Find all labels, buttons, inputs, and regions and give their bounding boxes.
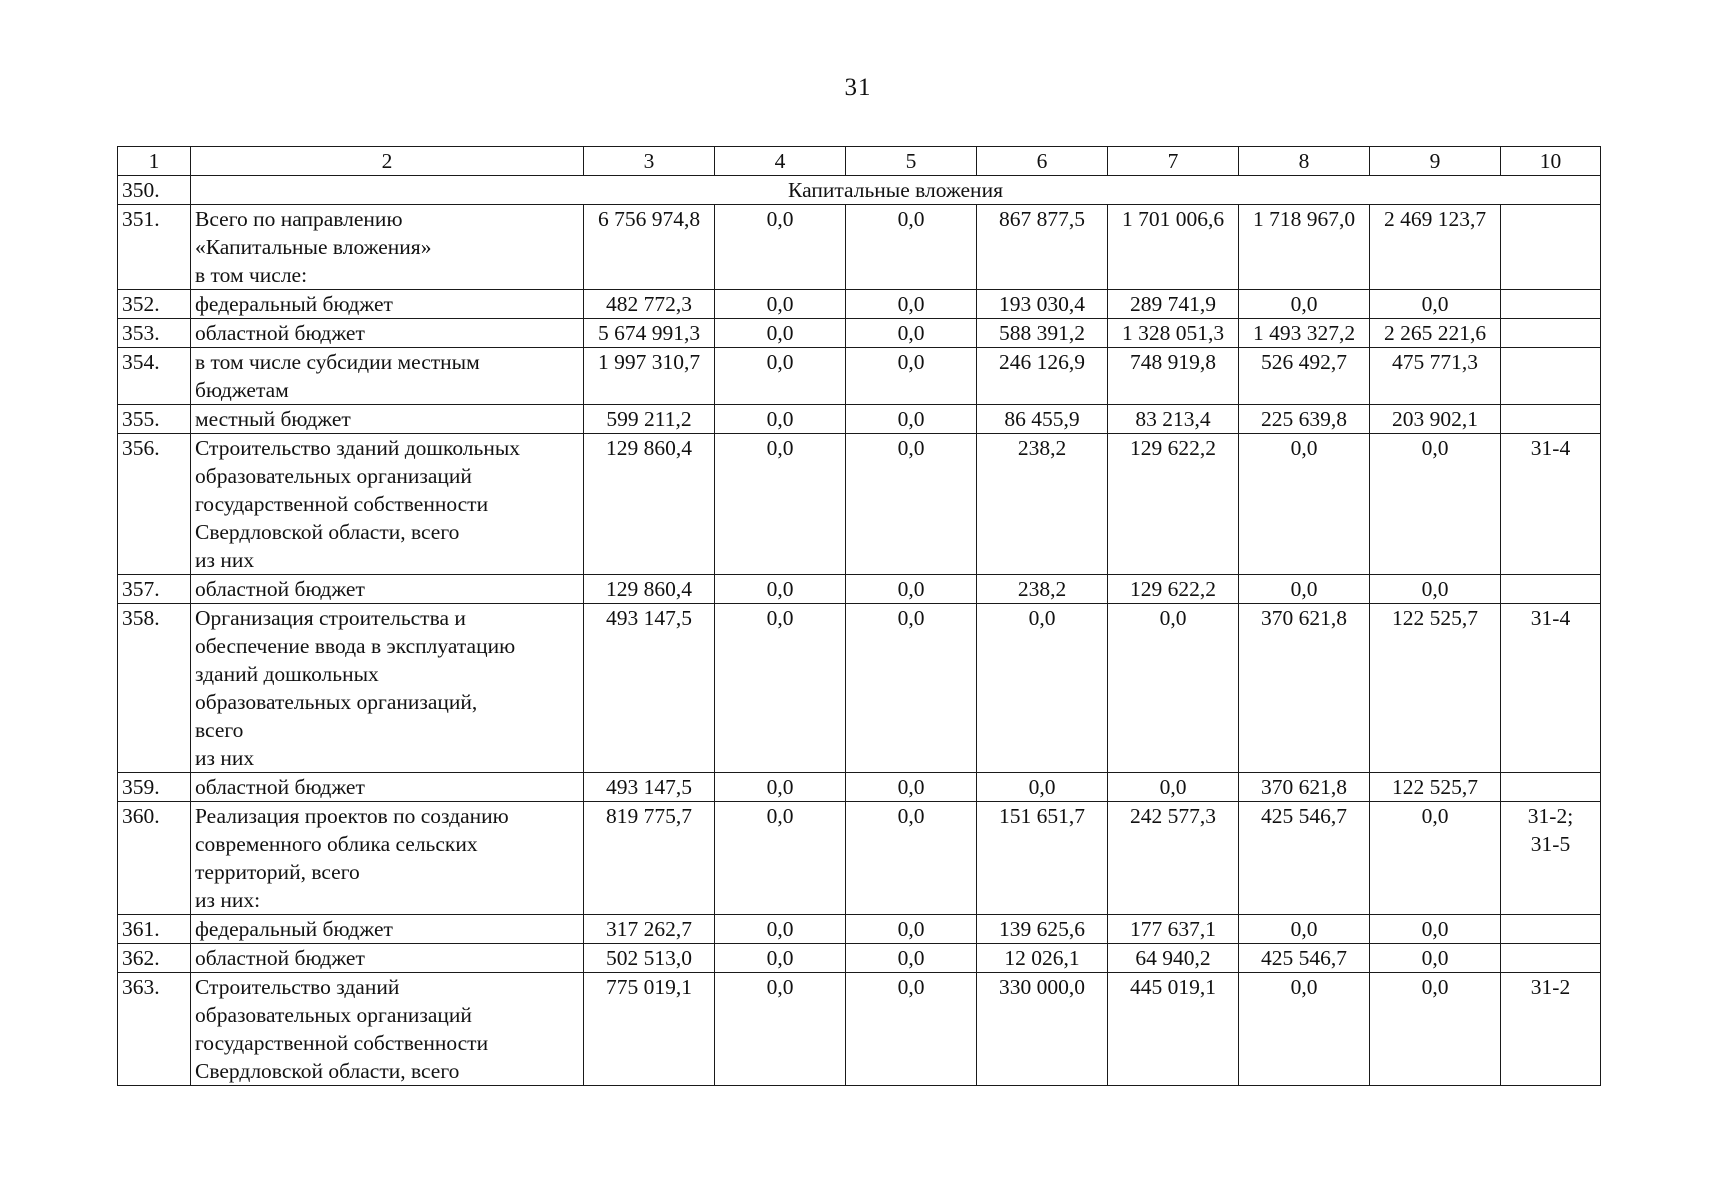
value-cell: 0,0: [846, 773, 977, 802]
row-name-line: из них:: [195, 888, 261, 912]
row-name: [191, 915, 584, 944]
target-code: [1501, 915, 1601, 944]
column-header: 9: [1370, 147, 1501, 176]
value-cell: 0,0: [1108, 773, 1239, 802]
table-row: [118, 290, 1601, 319]
value-cell: 370 621,8: [1239, 773, 1370, 802]
row-name-line: государственной собственности: [195, 492, 489, 516]
value-cell: 64 940,2: [1108, 944, 1239, 973]
value-cell: 2 265 221,6: [1370, 319, 1501, 348]
row-name: [191, 944, 584, 973]
row-name-line: Реализация проектов по созданию: [195, 804, 509, 828]
value-cell: 6 756 974,8: [584, 205, 715, 290]
target-code: [1501, 405, 1601, 434]
value-cell: 445 019,1: [1108, 973, 1239, 1086]
row-name-line: из них: [195, 746, 255, 770]
row-name: [191, 604, 584, 773]
row-name: [191, 290, 584, 319]
row-name-line: современного облика сельских: [195, 832, 478, 856]
value-cell: 0,0: [846, 205, 977, 290]
row-number: 355.: [118, 405, 191, 434]
value-cell: 238,2: [977, 575, 1108, 604]
table-row: [118, 973, 1601, 1086]
row-name: [191, 575, 584, 604]
value-cell: 0,0: [846, 973, 977, 1086]
value-cell: 246 126,9: [977, 348, 1108, 405]
value-cell: 129 860,4: [584, 434, 715, 575]
target-code: [1501, 205, 1601, 290]
value-cell: 819 775,7: [584, 802, 715, 915]
value-cell: 139 625,6: [977, 915, 1108, 944]
row-name-line: Строительство зданий: [195, 975, 400, 999]
value-cell: 588 391,2: [977, 319, 1108, 348]
row-name: [191, 973, 584, 1086]
value-cell: 0,0: [715, 575, 846, 604]
table-row: [118, 604, 1601, 773]
row-name-line: Всего по направлению: [195, 207, 403, 231]
value-cell: 225 639,8: [1239, 405, 1370, 434]
row-number: 350.: [118, 176, 191, 205]
table-row: [118, 405, 1601, 434]
value-cell: 1 718 967,0: [1239, 205, 1370, 290]
value-cell: 0,0: [846, 434, 977, 575]
value-cell: 0,0: [715, 604, 846, 773]
target-code: [1501, 773, 1601, 802]
table-row: [118, 575, 1601, 604]
value-cell: 0,0: [846, 802, 977, 915]
value-cell: 0,0: [1108, 604, 1239, 773]
value-cell: 0,0: [1239, 575, 1370, 604]
row-name-line: Организация строительства и: [195, 606, 466, 630]
value-cell: 242 577,3: [1108, 802, 1239, 915]
table-row: [118, 348, 1601, 405]
column-header: 1: [118, 147, 191, 176]
row-name-line: государственной собственности: [195, 1031, 489, 1055]
row-number: 358.: [118, 604, 191, 773]
header-row: [118, 147, 1601, 176]
value-cell: 0,0: [1239, 290, 1370, 319]
value-cell: 0,0: [1370, 973, 1501, 1086]
row-number: 356.: [118, 434, 191, 575]
target-code: [1501, 434, 1601, 575]
target-code: [1501, 290, 1601, 319]
table-body: [118, 205, 1601, 1086]
value-cell: 0,0: [715, 405, 846, 434]
budget-table: [117, 146, 1601, 1086]
row-name-line: федеральный бюджет: [195, 292, 393, 316]
row-name: [191, 405, 584, 434]
value-cell: 1 997 310,7: [584, 348, 715, 405]
row-name-line: бюджетам: [195, 378, 289, 402]
value-cell: 0,0: [1370, 434, 1501, 575]
column-header: 5: [846, 147, 977, 176]
row-number: 354.: [118, 348, 191, 405]
table-row: [118, 319, 1601, 348]
value-cell: 0,0: [1239, 434, 1370, 575]
value-cell: 289 741,9: [1108, 290, 1239, 319]
value-cell: 867 877,5: [977, 205, 1108, 290]
row-name: [191, 773, 584, 802]
row-name-line: местный бюджет: [195, 407, 351, 431]
value-cell: 0,0: [715, 944, 846, 973]
value-cell: 238,2: [977, 434, 1108, 575]
value-cell: 1 701 006,6: [1108, 205, 1239, 290]
value-cell: 122 525,7: [1370, 604, 1501, 773]
value-cell: 2 469 123,7: [1370, 205, 1501, 290]
row-number: 363.: [118, 973, 191, 1086]
target-code: [1501, 348, 1601, 405]
target-code-line: 31-4: [1530, 606, 1571, 630]
target-code: [1501, 319, 1601, 348]
value-cell: 0,0: [977, 604, 1108, 773]
row-number: 353.: [118, 319, 191, 348]
value-cell: 0,0: [715, 773, 846, 802]
value-cell: 748 919,8: [1108, 348, 1239, 405]
value-cell: 0,0: [1370, 290, 1501, 319]
row-name-line: территорий, всего: [195, 860, 360, 884]
value-cell: 0,0: [846, 915, 977, 944]
column-header: 7: [1108, 147, 1239, 176]
target-code: [1501, 973, 1601, 1086]
value-cell: 0,0: [846, 604, 977, 773]
value-cell: 1 328 051,3: [1108, 319, 1239, 348]
row-name-line: обеспечение ввода в эксплуатацию: [195, 634, 516, 658]
row-number: 357.: [118, 575, 191, 604]
value-cell: 193 030,4: [977, 290, 1108, 319]
row-name-line: Свердловской области, всего: [195, 520, 460, 544]
value-cell: 370 621,8: [1239, 604, 1370, 773]
value-cell: 5 674 991,3: [584, 319, 715, 348]
value-cell: 86 455,9: [977, 405, 1108, 434]
value-cell: 0,0: [715, 915, 846, 944]
value-cell: 0,0: [846, 290, 977, 319]
row-name: [191, 434, 584, 575]
value-cell: 1 493 327,2: [1239, 319, 1370, 348]
value-cell: 0,0: [1239, 973, 1370, 1086]
column-header: 3: [584, 147, 715, 176]
value-cell: 0,0: [846, 319, 977, 348]
row-number: 360.: [118, 802, 191, 915]
value-cell: 502 513,0: [584, 944, 715, 973]
row-name-line: образовательных организаций: [195, 1003, 472, 1027]
row-name-line: в том числе:: [195, 263, 308, 287]
section-title: Капитальные вложения: [191, 176, 1601, 205]
value-cell: 151 651,7: [977, 802, 1108, 915]
row-name-line: Свердловской области, всего: [195, 1059, 460, 1083]
value-cell: 0,0: [715, 290, 846, 319]
value-cell: 493 147,5: [584, 604, 715, 773]
value-cell: 0,0: [715, 973, 846, 1086]
value-cell: 0,0: [846, 348, 977, 405]
value-cell: 129 622,2: [1108, 434, 1239, 575]
target-code-line: 31-2;: [1527, 804, 1574, 828]
value-cell: 0,0: [715, 319, 846, 348]
row-number: 359.: [118, 773, 191, 802]
table-row: [118, 915, 1601, 944]
value-cell: 0,0: [1370, 944, 1501, 973]
target-code: [1501, 575, 1601, 604]
row-name-line: областной бюджет: [195, 775, 365, 799]
column-header: 2: [191, 147, 584, 176]
value-cell: 482 772,3: [584, 290, 715, 319]
value-cell: 122 525,7: [1370, 773, 1501, 802]
row-name-line: из них: [195, 548, 255, 572]
page-number: 31: [844, 74, 872, 101]
table-row: [118, 434, 1601, 575]
value-cell: 0,0: [1239, 915, 1370, 944]
value-cell: 203 902,1: [1370, 405, 1501, 434]
value-cell: 526 492,7: [1239, 348, 1370, 405]
value-cell: 317 262,7: [584, 915, 715, 944]
value-cell: 129 860,4: [584, 575, 715, 604]
row-number: 352.: [118, 290, 191, 319]
value-cell: 0,0: [977, 773, 1108, 802]
value-cell: 475 771,3: [1370, 348, 1501, 405]
table-row: [118, 802, 1601, 915]
column-header: 8: [1239, 147, 1370, 176]
row-name-line: образовательных организаций,: [195, 690, 478, 714]
row-name-line: Строительство зданий дошкольных: [195, 436, 521, 460]
value-cell: 0,0: [715, 434, 846, 575]
row-name: [191, 802, 584, 915]
target-code-line: 31-5: [1530, 832, 1571, 856]
value-cell: 0,0: [846, 944, 977, 973]
row-number: 351.: [118, 205, 191, 290]
row-name-line: областной бюджет: [195, 321, 365, 345]
row-number: 362.: [118, 944, 191, 973]
target-code-line: 31-4: [1530, 436, 1571, 460]
row-name-line: всего: [195, 718, 244, 742]
value-cell: 0,0: [846, 405, 977, 434]
table-row: [118, 205, 1601, 290]
row-name-line: областной бюджет: [195, 946, 365, 970]
column-header: 4: [715, 147, 846, 176]
value-cell: 12 026,1: [977, 944, 1108, 973]
target-code: [1501, 944, 1601, 973]
target-code: [1501, 802, 1601, 915]
column-header: 6: [977, 147, 1108, 176]
target-code-line: 31-2: [1530, 975, 1571, 999]
row-name: [191, 348, 584, 405]
row-name-line: областной бюджет: [195, 577, 365, 601]
value-cell: 775 019,1: [584, 973, 715, 1086]
row-name: [191, 319, 584, 348]
value-cell: 425 546,7: [1239, 944, 1370, 973]
table-row: [118, 944, 1601, 973]
value-cell: 83 213,4: [1108, 405, 1239, 434]
value-cell: 0,0: [846, 575, 977, 604]
value-cell: 0,0: [715, 348, 846, 405]
section-row: [118, 176, 1601, 205]
value-cell: 425 546,7: [1239, 802, 1370, 915]
row-name: [191, 205, 584, 290]
row-name-line: зданий дошкольных: [195, 662, 379, 686]
row-number: 361.: [118, 915, 191, 944]
target-code: [1501, 604, 1601, 773]
value-cell: 599 211,2: [584, 405, 715, 434]
row-name-line: в том числе субсидии местным: [195, 350, 480, 374]
row-name-line: образовательных организаций: [195, 464, 472, 488]
value-cell: 0,0: [1370, 575, 1501, 604]
value-cell: 177 637,1: [1108, 915, 1239, 944]
column-header: 10: [1501, 147, 1601, 176]
row-name-line: «Капитальные вложения»: [195, 235, 432, 259]
value-cell: 0,0: [715, 802, 846, 915]
value-cell: 0,0: [1370, 802, 1501, 915]
row-name-line: федеральный бюджет: [195, 917, 393, 941]
value-cell: 330 000,0: [977, 973, 1108, 1086]
value-cell: 129 622,2: [1108, 575, 1239, 604]
value-cell: 0,0: [1370, 915, 1501, 944]
value-cell: 493 147,5: [584, 773, 715, 802]
value-cell: 0,0: [715, 205, 846, 290]
table-row: [118, 773, 1601, 802]
